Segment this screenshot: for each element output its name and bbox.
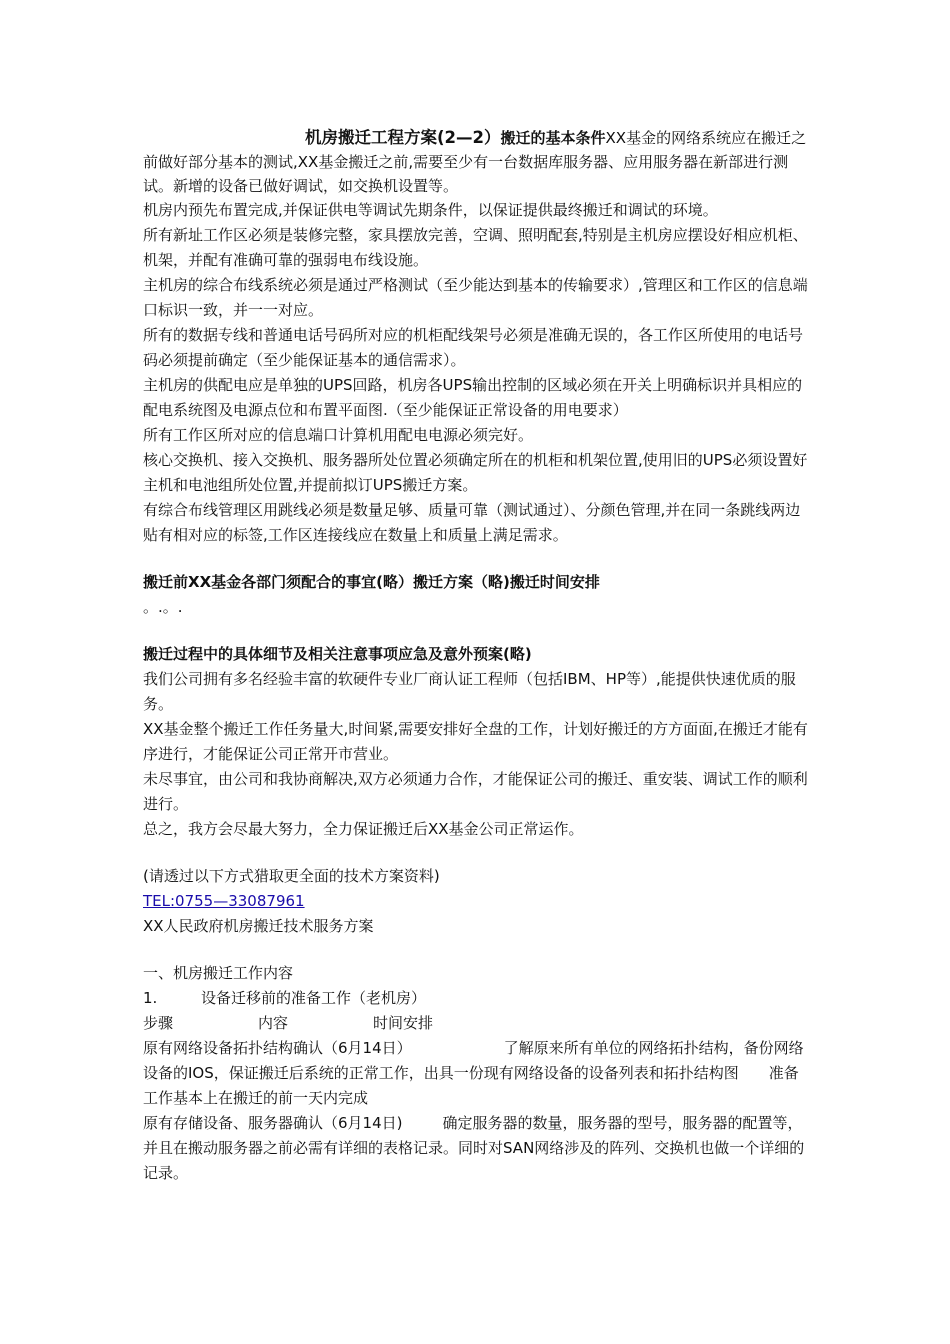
dots-line: 。.。. xyxy=(143,598,183,616)
table-header-row xyxy=(143,1011,808,1036)
table-row xyxy=(143,1036,808,1111)
row1-time: 准备工作基本上在搬迁的前一天内完成 xyxy=(143,1064,799,1107)
section-intro: XX基金的网络系统应在搬迁之前做好部分基本的测试,XX基金搬迁之前,需要至少有一台数据库服务器、应用服务器在新部进行测试。新增的设备已做好调试，如交换机设置等。 xyxy=(143,129,807,195)
document-title: 机房搬迁工程方案(2—2） xyxy=(305,128,501,147)
title-paragraph xyxy=(143,126,808,198)
closing-paragraph: 总之，我方会尽最大努力，全力保证搬迁后XX基金公司正常运作。 xyxy=(143,820,584,838)
condition-paragraph: 主机房的供配电应是单独的UPS回路，机房各UPS输出控制的区域必须在开关上明确标识并具相应的配电系统图及电源点位和布置平面图.（至少能保证正常设备的用电要求） xyxy=(143,376,803,419)
condition-paragraph: 机房内预先布置完成,并保证供电等调试先期条件，以保证提供最终搬迁和调试的环境。 xyxy=(143,201,718,219)
condition-paragraph: 所有新址工作区必须是装修完整，家具摆放完善，空调、照明配套,特别是主机房应摆设好相应机柜、机架，并配有准确可靠的强弱电布线设施。 xyxy=(143,226,808,269)
row1-content: 了解原来所有单位的网络拓扑结构，备份网络设备的IOS，保证搬迁后系统的正常工作，出具一份现有网络设备的设备列表和拓扑结构图 xyxy=(143,1039,804,1082)
part-heading: 一、机房搬迁工作内容 xyxy=(143,964,294,982)
closing-paragraph: XX基金整个搬迁工作任务量大,时间紧,需要安排好全盘的工作，计划好搬迁的方方面面,在搬迁才能有序进行，才能保证公司正常开市营业。 xyxy=(143,720,808,763)
condition-paragraph: 主机房的综合布线系统必须是通过严格测试（至少能达到基本的传输要求）,管理区和工作区的信息端口标识一致，并一一对应。 xyxy=(143,276,808,319)
table-header-content: 内容 xyxy=(258,1014,289,1032)
table-header-step: 步骤 xyxy=(143,1014,174,1032)
numbered-item xyxy=(143,986,808,1011)
table-header-time: 时间安排 xyxy=(373,1014,434,1032)
row1-step: 原有网络设备拓扑结构确认（6月14日） xyxy=(143,1039,412,1057)
closing-paragraph: 未尽事宜，由公司和我协商解决,双方必须通力合作，才能保证公司的搬迁、重安装、调试工作的顺利进行。 xyxy=(143,770,808,813)
closing-paragraph: 我们公司拥有多名经验丰富的软硬件专业厂商认证工程师（包括IBM、HP等）,能提供快速优质的服务。 xyxy=(143,670,796,713)
row2-content: 确定服务器的数量，服务器的型号，服务器的配置等，并且在搬动服务器之前必需有详细的表格记录。同时对SAN网络涉及的阵列、交换机也做一个详细的记录。 xyxy=(143,1114,805,1182)
condition-paragraph: 核心交换机、接入交换机、服务器所处位置必须确定所在的机柜和机架位置,使用旧的UPS必须设置好主机和电池组所处位置,并提前拟订UPS搬迁方案。 xyxy=(143,451,808,494)
row2-step: 原有存储设备、服务器确认（6月14日) xyxy=(143,1114,403,1132)
heading-schedule: 搬迁前XX基金各部门须配合的事宜(略）搬迁方案（略)搬迁时间安排 xyxy=(143,573,600,591)
condition-paragraph: 所有的数据专线和普通电话号码所对应的机柜配线架号必须是准确无误的，各工作区所使用的电话号码必须提前确定（至少能保证基本的通信需求）。 xyxy=(143,326,804,369)
tel-link[interactable]: TEL:0755—33087961 xyxy=(143,892,305,910)
condition-paragraph: 有综合布线管理区用跳线必须是数量足够、质量可靠（测试通过）、分颜色管理,并在同一条跳线两边贴有相对应的标签,工作区连接线应在数量上和质量上满足需求。 xyxy=(143,501,801,544)
document-body xyxy=(143,126,808,1186)
item-text: 设备迁移前的准备工作（老机房） xyxy=(201,989,427,1007)
doc2-title: XX人民政府机房搬迁技术服务方案 xyxy=(143,917,374,935)
item-number: 1. xyxy=(143,989,158,1007)
contact-note: (请透过以下方式猎取更全面的技术方案资料) xyxy=(143,867,440,885)
table-row xyxy=(143,1111,808,1186)
heading-details: 搬迁过程中的具体细节及相关注意事项应急及意外预案(略) xyxy=(143,645,532,663)
condition-paragraph: 所有工作区所对应的信息端口计算机用配电电源必须完好。 xyxy=(143,426,534,444)
section-heading-conditions: 搬迁的基本条件 xyxy=(500,129,606,147)
